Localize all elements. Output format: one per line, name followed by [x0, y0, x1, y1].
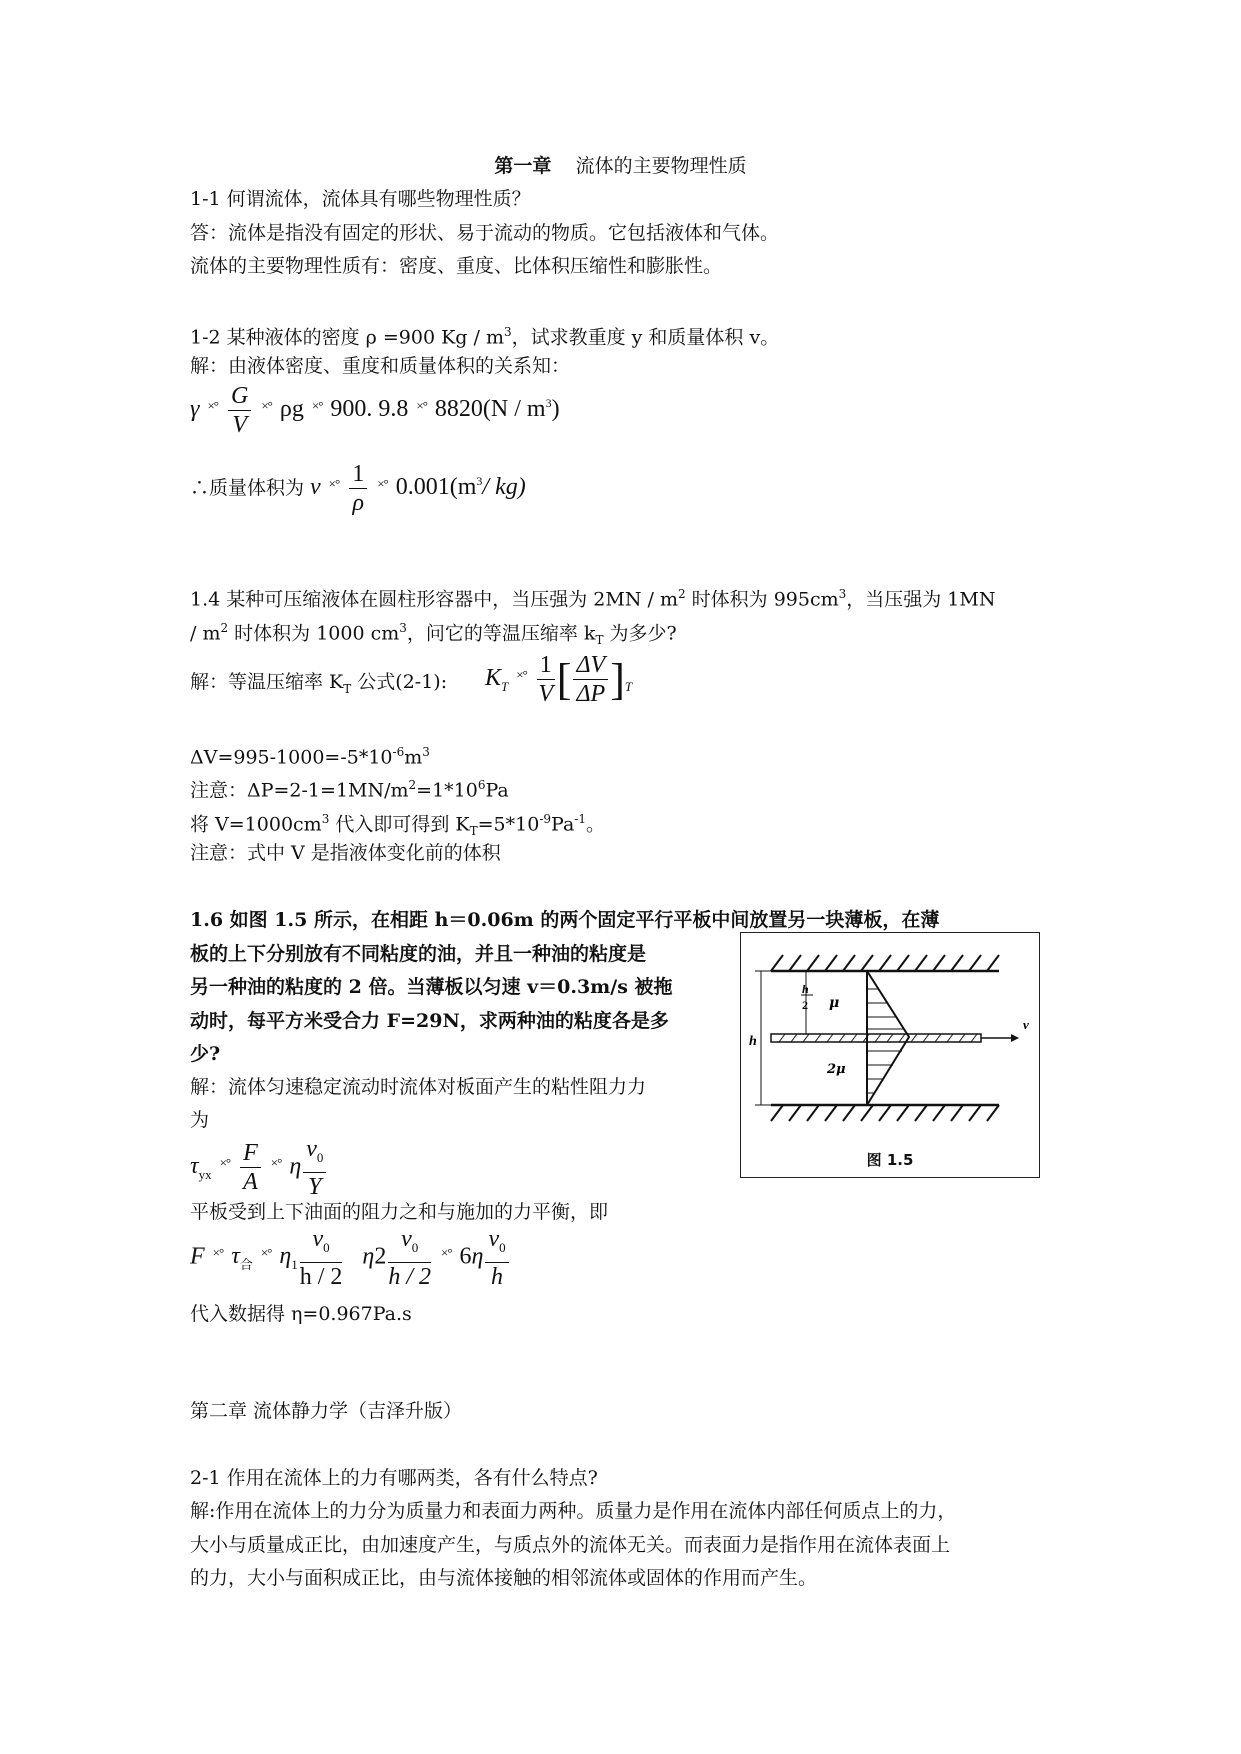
- superscript-3: 3: [838, 587, 847, 601]
- eta-symbol: η: [289, 1153, 302, 1180]
- fraction-dv-over-dp: [573, 651, 608, 708]
- fraction-v0-over-h-half: [388, 1225, 431, 1291]
- fraction-denominator: V: [232, 412, 247, 438]
- substitution-part-e: 。: [586, 813, 606, 836]
- chapter-1-name: 流体的主要物理性质: [575, 155, 747, 177]
- question-1-1: 1-1 何谓流体，流体具有哪些物理性质？: [190, 188, 531, 210]
- viscosity-result: 代入数据得 η=0.967Pa.s: [190, 1303, 412, 1325]
- fraction-denominator: V: [538, 681, 554, 707]
- superscript-2: 2: [220, 621, 229, 635]
- question-1-6-line1: 1.6 如图 1.5 所示，在相距 h＝0.06m 的两个固定平行平板中间放置另一块薄板，在薄: [190, 909, 940, 931]
- delta-p-part-b: =1*10: [416, 779, 478, 802]
- delta-v-value: ΔV=995-1000=-5*10: [190, 746, 393, 769]
- subscript-t: T: [624, 678, 633, 694]
- equal-mark: ×°: [261, 398, 272, 414]
- h-half-denominator-label: 2: [802, 998, 808, 1012]
- numeric-product: 900. 9.8: [330, 396, 409, 423]
- superscript-3: 3: [545, 396, 552, 411]
- question-1-4-part-c: ，当压强为 1MN: [846, 588, 996, 611]
- delta-p-part-c: Pa: [485, 779, 509, 802]
- question-1-6-line2: 板的上下分别放有不同粘度的油，并且一种油的粘度是: [190, 943, 647, 965]
- superscript-3: 3: [422, 745, 430, 759]
- parallel-plates-diagram: [741, 933, 1039, 1143]
- question-1-4-part-f: ，问它的等温压缩率 k: [406, 622, 596, 645]
- question-1-6-line5: 少?: [190, 1043, 221, 1065]
- substitution-part-c: =5*10: [477, 813, 540, 836]
- fraction-g-over-v: [228, 382, 251, 439]
- left-bracket: [: [556, 655, 572, 704]
- eta-symbol: η: [471, 1243, 484, 1270]
- tau-yx-symbol: $\tau_{yx}$: [190, 1153, 212, 1183]
- specific-volume-unit: / kg): [482, 474, 526, 501]
- substitution-part-d: Pa: [551, 813, 575, 836]
- delta-v-line: [190, 738, 430, 771]
- equal-mark: ×°: [441, 1245, 452, 1261]
- fraction-numerator: $\nu_0$: [300, 1225, 343, 1263]
- right-bracket: ]: [610, 655, 625, 704]
- answer-2-1-line1: 解:作用在流体上的力分为质量力和表面力两种。质量力是作用在流体内部任何质点上的力，: [190, 1500, 957, 1522]
- chapter-1-number: 第一章: [494, 155, 552, 177]
- v-label: v: [1023, 1017, 1029, 1032]
- equal-mark: ×°: [311, 398, 323, 414]
- compressibility-formula: [485, 651, 632, 708]
- question-1-4-part-a: 1.4 某种可压缩液体在圆柱形容器中，当压强为 2MN / m: [190, 588, 678, 611]
- superscript-3: 3: [503, 325, 512, 339]
- superscript-2: 2: [677, 587, 686, 601]
- fraction-denominator: h / 2: [299, 1263, 343, 1290]
- delta-p-note: [190, 771, 509, 804]
- eta-symbol: η: [362, 1243, 375, 1270]
- fraction-denominator: ρ: [352, 490, 364, 516]
- question-1-2-part-a: 1-2 某种液体的密度 ρ =900 Kg / m: [190, 326, 504, 349]
- equal-mark: ×°: [328, 476, 340, 492]
- fraction-denominator: Y: [308, 1173, 322, 1200]
- fraction-numerator: 1: [349, 460, 367, 489]
- k-t-symbol: $K_T$: [485, 665, 509, 694]
- equal-mark: ×°: [377, 476, 388, 492]
- equal-mark: ×°: [516, 667, 527, 683]
- question-1-6-line4: 动时，每平方米受合力 F=29N，求两种油的粘度各是多: [190, 1010, 669, 1032]
- fraction-v0-over-h: [485, 1225, 508, 1291]
- equal-mark: ×°: [212, 1245, 224, 1261]
- fraction-denominator: h / 2: [388, 1263, 431, 1290]
- force-balance-equation: F ×° $\tau_合$ ×° $\eta_1$ $\frac{\nu_0}{h / 2}$ η2 $\frac{\nu_0}{h / 2}$ ×° 6η $\frac{\nu_0}{h}$: [190, 1225, 511, 1291]
- superscript-3: 3: [476, 474, 483, 489]
- superscript-3: 3: [399, 621, 407, 635]
- fraction-f-over-a: [240, 1139, 261, 1196]
- specific-volume-result: 0.001(m: [395, 474, 477, 501]
- equal-mark: ×°: [260, 1245, 272, 1261]
- question-1-4-line1: [190, 580, 995, 613]
- superscript-3: 3: [321, 812, 330, 826]
- question-2-1: 2-1 作用在流体上的力有哪两类，各有什么特点?: [190, 1467, 598, 1489]
- shear-stress-equation: [190, 1135, 328, 1201]
- fraction-denominator: ΔP: [576, 681, 606, 707]
- substitution-part-a: 将 V=1000cm: [190, 813, 322, 836]
- specific-weight-result: 8820(N / m: [434, 396, 546, 423]
- fraction-v0-over-h-half: [300, 1225, 343, 1291]
- eta-1-symbol: $\eta_1$: [279, 1243, 298, 1273]
- formula-label-prefix: 解：等温压缩率 K: [190, 671, 344, 693]
- gamma-symbol: γ: [190, 396, 200, 423]
- bottom-plate-hatching: [771, 1105, 999, 1121]
- solution-1-6-line2: 为: [190, 1109, 210, 1131]
- chapter-1-title: [0, 152, 1241, 180]
- substitution-part-b: 代入即可得到 K: [329, 813, 470, 836]
- superscript-6: 6: [477, 778, 486, 792]
- equal-mark: ×°: [416, 398, 427, 414]
- equal-mark: ×°: [207, 398, 218, 414]
- nu-symbol: ν: [310, 474, 321, 501]
- subscript-t: T: [595, 633, 604, 648]
- solution-1-2-intro: 解：由液体密度、重度和质量体积的关系知：: [190, 355, 571, 377]
- h-label: h: [749, 1034, 757, 1049]
- f-symbol: F: [190, 1243, 205, 1270]
- chapter-2-title: 第二章 流体静力学（吉泽升版）: [190, 1400, 463, 1422]
- answer-1-1-line2: 流体的主要物理性质有：密度、重度、比体积压缩性和膨胀性。: [190, 255, 723, 277]
- equation-specific-volume: [190, 460, 526, 517]
- fraction-numerator: $\nu_0$: [303, 1135, 326, 1173]
- superscript-minus-1: -1: [574, 812, 586, 826]
- fraction-denominator: A: [243, 1169, 258, 1196]
- answer-1-1-line1: 答：流体是指没有固定的形状、易于流动的物质。它包括液体和气体。: [190, 222, 780, 244]
- answer-2-1-line2: 大小与质量成正比，由加速度产生，与质点外的流体无关。而表面力是指作用在流体表面上: [190, 1534, 951, 1556]
- question-1-4-line2: [190, 614, 677, 654]
- question-1-2: [190, 318, 779, 351]
- fraction-1-over-rho: [349, 460, 367, 517]
- figure-caption: 图 1.5: [866, 1151, 914, 1169]
- equal-mark: ×°: [270, 1155, 282, 1171]
- solution-1-4-formula-label: [190, 668, 447, 703]
- question-1-4-part-g: 为多少?: [603, 622, 677, 645]
- question-1-4-part-b: 时体积为 995cm: [685, 588, 839, 611]
- fraction-denominator: h: [491, 1263, 504, 1290]
- formula-label-suffix: 公式(2-1):: [351, 671, 448, 693]
- delta-p-part-a: 注意：ΔP=2-1=1MN/m: [190, 779, 409, 802]
- specific-volume-prefix: ∴质量体积为: [190, 477, 305, 500]
- velocity-arrowhead: [1011, 1034, 1019, 1042]
- subscript-t: T: [469, 824, 478, 839]
- fraction-v0-over-y: [303, 1135, 326, 1201]
- answer-2-1-line3: 的力，大小与面积成正比，由与流体接触的相邻流体或固体的作用而产生。: [190, 1567, 818, 1589]
- fraction-numerator: $\nu_0$: [388, 1225, 431, 1263]
- question-1-4-part-d: / m: [190, 622, 221, 645]
- mu-label: μ: [829, 995, 840, 1011]
- solution-1-6-line1: 解：流体匀速稳定流动时流体对板面产生的粘性阻力力: [190, 1076, 647, 1098]
- question-1-2-part-b: ，试求教重度 y 和质量体积 v。: [511, 326, 780, 349]
- fraction-numerator: G: [228, 382, 251, 411]
- superscript-2: 2: [408, 778, 417, 792]
- two-mu-label: 2μ: [827, 1062, 846, 1077]
- h-half-numerator-label: h: [802, 982, 809, 996]
- fraction-1-over-v: [537, 651, 555, 708]
- equation-specific-weight: γ ×° $\frac{G}{V}$ ×° ρg ×° 900. 9.8 ×° $8820(N / m^3)$: [190, 383, 560, 438]
- fraction-numerator: ΔV: [573, 651, 608, 680]
- fraction-numerator: $\nu_0$: [485, 1225, 508, 1263]
- figure-1-5: [740, 932, 1040, 1178]
- force-balance-text: 平板受到上下油面的阻力之和与施加的力平衡，即: [190, 1201, 609, 1223]
- fraction-numerator: F: [240, 1139, 261, 1168]
- subscript-t: T: [343, 681, 352, 696]
- top-plate-hatching: [771, 955, 999, 971]
- superscript-minus-9: -9: [539, 812, 552, 826]
- rho-g: ρg: [279, 396, 304, 423]
- question-1-6-line3: 另一种油的粘度的 2 倍。当薄板以匀速 v＝0.3m/s 被拖: [190, 976, 673, 998]
- volume-note: 注意：式中 V 是指液体变化前的体积: [190, 842, 501, 864]
- fraction-numerator: 1: [537, 651, 555, 680]
- delta-v-exponent: -6: [392, 745, 405, 759]
- equal-mark: ×°: [219, 1155, 231, 1171]
- tau-total-symbol: $\tau_合$: [231, 1243, 253, 1274]
- question-1-4-part-e: 时体积为 1000 cm: [228, 622, 400, 645]
- delta-v-unit: m: [404, 746, 423, 769]
